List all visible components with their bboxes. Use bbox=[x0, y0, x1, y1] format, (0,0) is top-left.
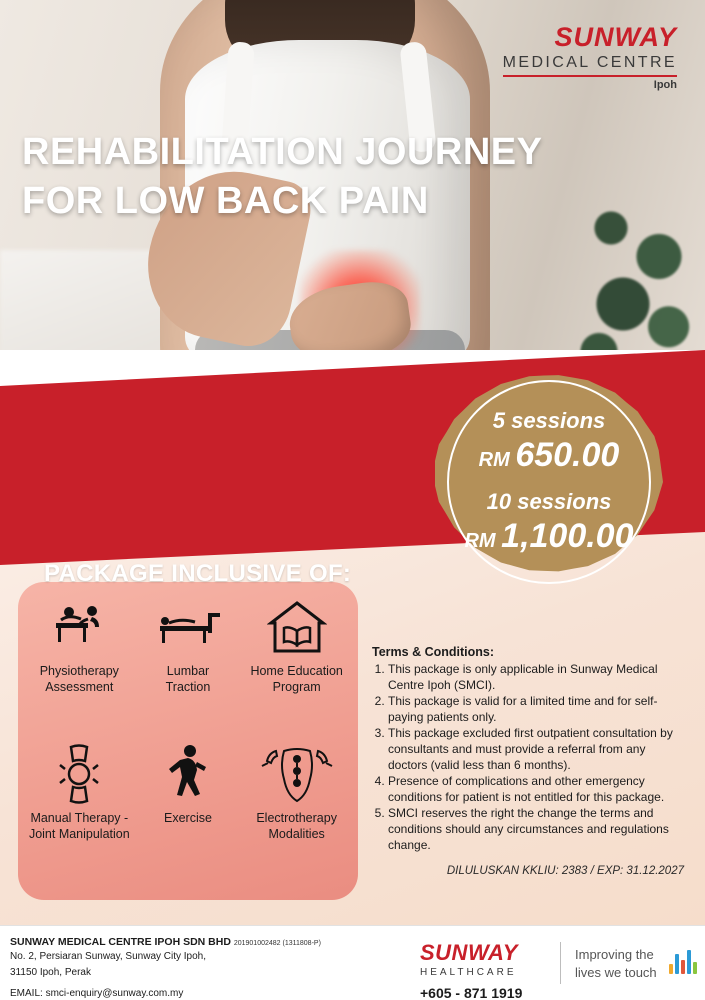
footer-tagline-line-2: lives we touch bbox=[575, 964, 657, 980]
badge-price-10 bbox=[464, 517, 633, 556]
footer-divider bbox=[560, 942, 561, 984]
package-item-manual-therapy bbox=[26, 743, 133, 886]
badge-amount-1: 650.00 bbox=[515, 436, 620, 474]
package-item-label: Lumbar Traction bbox=[165, 664, 211, 694]
package-item-lumbar-traction bbox=[135, 596, 242, 739]
footer-company-label: SUNWAY MEDICAL CENTRE IPOH SDN BHD bbox=[10, 936, 231, 948]
terms-item: 5. SMCI reserves the right the change the terms and conditions should any circumstances and regulations change. bbox=[388, 806, 684, 853]
terms-list bbox=[388, 662, 684, 853]
badge-amount-2: 1,100.00 bbox=[501, 517, 634, 555]
badge-currency-2: RM bbox=[464, 530, 496, 552]
footer bbox=[0, 925, 705, 1000]
badge-currency-1: RM bbox=[478, 449, 510, 471]
footer-address-line-1: No. 2, Persiaran Sunway, Sunway City Ipoh, bbox=[10, 951, 207, 962]
badge-price-5 bbox=[479, 436, 620, 475]
page-title-line2: FOR LOW BACK PAIN bbox=[22, 179, 429, 222]
footer-address-block bbox=[10, 936, 330, 999]
package-item-exercise bbox=[135, 743, 242, 886]
package-items-grid bbox=[26, 596, 350, 886]
page-title bbox=[22, 128, 543, 225]
footer-email-row bbox=[10, 988, 330, 999]
price-badge bbox=[435, 368, 663, 596]
electrotherapy-body-electrodes-icon bbox=[258, 743, 336, 805]
package-item-label: Electrotherapy Modalities bbox=[256, 811, 337, 841]
terms-item: 1. This package is only applicable in Sunway Medical Centre Ipoh (SMCI). bbox=[388, 662, 684, 693]
footer-company-name bbox=[10, 936, 330, 948]
footer-tagline bbox=[575, 946, 657, 981]
sunway-medical-centre-logo bbox=[503, 24, 677, 91]
package-item-electrotherapy-modalities bbox=[243, 743, 350, 886]
footer-email-label: EMAIL: bbox=[10, 988, 43, 999]
kkliu-approval-text: DILULUSKAN KKLIU: 2383 / EXP: 31.12.2027 bbox=[446, 865, 684, 878]
package-items-card bbox=[18, 582, 358, 900]
terms-item: 2. This package is valid for a limited time and for self-paying patients only. bbox=[388, 694, 684, 725]
badge-inner-circle bbox=[447, 380, 651, 584]
package-section-title: PACKAGE INCLUSIVE OF: bbox=[44, 560, 352, 587]
terms-item: 3. This package excluded first outpatient consultation by consultants and must provide a referral from any doctors (valid less than 6 months). bbox=[388, 726, 684, 773]
terms-heading: Terms & Conditions: bbox=[372, 645, 494, 659]
badge-sessions-5: 5 sessions bbox=[492, 408, 606, 433]
logo-rule bbox=[503, 75, 677, 77]
footer-registration-number: 201901002482 (1311808-P) bbox=[233, 940, 321, 947]
package-item-label: Manual Therapy - Joint Manipulation bbox=[28, 811, 130, 841]
home-education-book-house-icon bbox=[267, 596, 327, 658]
page-title-line1: REHABILITATION JOURNEY bbox=[22, 131, 543, 173]
footer-phone-number[interactable]: +605 - 871 1919 bbox=[420, 985, 523, 1000]
sunway-healthcare-logo bbox=[420, 940, 522, 1000]
manual-therapy-joint-icon bbox=[52, 743, 106, 805]
footer-email-value[interactable]: smci-enquiry@sunway.com.my bbox=[45, 988, 184, 999]
terms-and-conditions bbox=[372, 645, 684, 877]
physiotherapy-massage-table-icon bbox=[48, 596, 110, 658]
footer-tagline-line-1: Improving the bbox=[575, 947, 654, 962]
logo-line-sunway: SUNWAY bbox=[554, 22, 677, 52]
footer-brand-healthcare: HEALTHCARE bbox=[420, 967, 517, 978]
footer-address-line-2: 31150 Ipoh, Perak bbox=[10, 966, 91, 978]
package-item-home-education-program bbox=[243, 596, 350, 739]
logo-line-medical-centre: MEDICAL CENTRE bbox=[502, 54, 677, 71]
package-item-physiotherapy-assessment bbox=[26, 596, 133, 739]
exercise-running-person-icon bbox=[164, 743, 212, 805]
lumbar-traction-table-icon bbox=[152, 596, 224, 658]
package-item-label: Physiotherapy Assessment bbox=[39, 664, 119, 694]
footer-brand-sunway: SUNWAY bbox=[420, 940, 518, 965]
package-item-label: Exercise bbox=[164, 811, 212, 825]
logo-line-ipoh: Ipoh bbox=[653, 79, 677, 91]
sunway-bars-icon bbox=[669, 948, 697, 974]
badge-sessions-10: 10 sessions bbox=[486, 489, 612, 514]
terms-item: 4. Presence of complications and other emergency conditions for patient is not entitled for this package. bbox=[388, 774, 684, 805]
package-item-label: Home Education Program bbox=[250, 664, 343, 694]
